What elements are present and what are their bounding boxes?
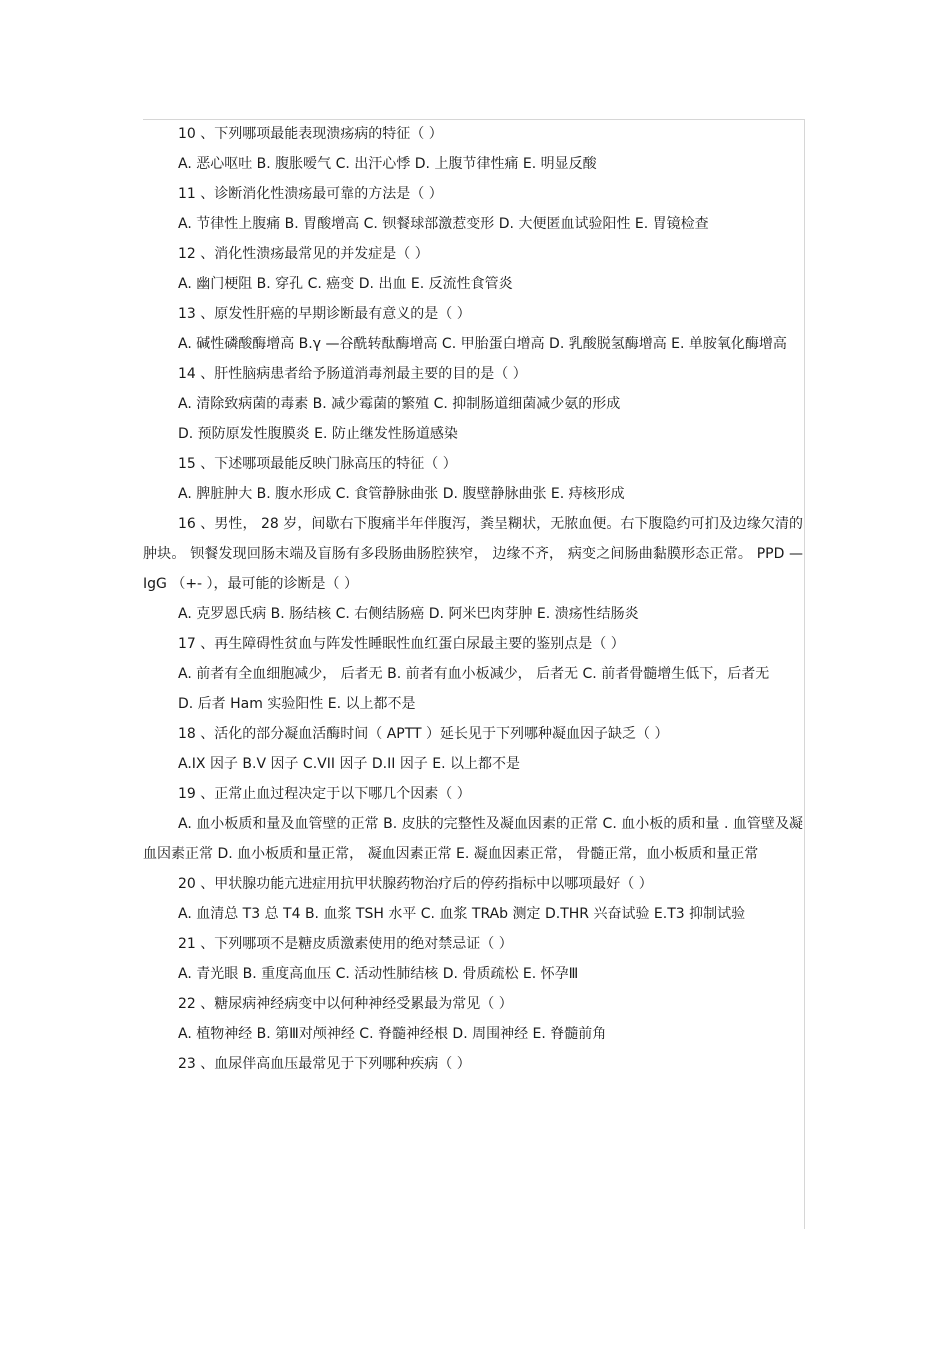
question-16: 16 、男性， 28 岁，间歇右下腹痛半年伴腹泻，粪呈糊状，无脓血便。右下腹隐约可扪及边缘欠清的肿块。 钡餐发现回肠末端及盲肠有多段肠曲肠腔狭窄， 边缘不齐， 病变之间肠曲黏膜形态正常。 PPD — IgG （+- ），最可能的诊断是（ ） bbox=[143, 516, 803, 592]
question-10-options: A. 恶心呕吐 B. 腹胀嗳气 C. 出汗心悸 D. 上腹节律性痛 E. 明显反酸 bbox=[178, 156, 597, 172]
question-12: 12 、消化性溃疡最常见的并发症是（ ） bbox=[178, 246, 429, 262]
question-20-options: A. 血清总 T3 总 T4 B. 血浆 TSH 水平 C. 血浆 TRAb 测定 D.THR 兴奋试验 E.T3 抑制试验 bbox=[178, 906, 746, 922]
question-19-options: A. 血小板质和量及血管壁的正常 B. 皮肤的完整性及凝血因素的正常 C. 血小板的质和量 . 血管壁及凝血因素正常 D. 血小板质和量正常， 凝血因素正常 E. 凝血因素正常， 骨髓正常，血小板质和量正常 bbox=[143, 816, 803, 862]
question-13-options: A. 碱性磷酸酶增高 B.γ —谷酰转酞酶增高 C. 甲胎蛋白增高 D. 乳酸脱氢酶增高 E. 单胺氧化酶增高 bbox=[178, 336, 787, 352]
question-14: 14 、肝性脑病患者给予肠道消毒剂最主要的目的是（ ） bbox=[178, 366, 527, 382]
question-13: 13 、原发性肝癌的早期诊断最有意义的是（ ） bbox=[178, 306, 471, 322]
question-19: 19 、正常止血过程决定于以下哪几个因素（ ） bbox=[178, 786, 471, 802]
question-12-options: A. 幽门梗阻 B. 穿孔 C. 癌变 D. 出血 E. 反流性食管炎 bbox=[178, 276, 513, 292]
question-22: 22 、糖尿病神经病变中以何种神经受累最为常见（ ） bbox=[178, 996, 513, 1012]
question-23: 23 、血尿伴高血压最常见于下列哪种疾病（ ） bbox=[178, 1056, 471, 1072]
document-body bbox=[143, 119, 803, 1079]
question-10: 10 、下列哪项最能表现溃疡病的特征（ ） bbox=[178, 126, 443, 142]
question-14-options-a: A. 清除致病菌的毒素 B. 减少霉菌的繁殖 C. 抑制肠道细菌减少氨的形成 bbox=[178, 396, 621, 412]
question-11-options: A. 节律性上腹痛 B. 胃酸增高 C. 钡餐球部激惹变形 D. 大便匿血试验阳性 E. 胃镜检查 bbox=[178, 216, 709, 232]
question-17: 17 、再生障碍性贫血与阵发性睡眠性血红蛋白尿最主要的鉴别点是（ ） bbox=[178, 636, 625, 652]
question-21: 21 、下列哪项不是糖皮质激素使用的绝对禁忌证（ ） bbox=[178, 936, 513, 952]
question-20: 20 、甲状腺功能亢进症用抗甲状腺药物治疗后的停药指标中以哪项最好（ ） bbox=[178, 876, 653, 892]
question-22-options: A. 植物神经 B. 第Ⅲ对颅神经 C. 脊髓神经根 D. 周围神经 E. 脊髓前角 bbox=[178, 1026, 607, 1042]
question-11: 11 、诊断消化性溃疡最可靠的方法是（ ） bbox=[178, 186, 443, 202]
question-15: 15 、下述哪项最能反映门脉高压的特征（ ） bbox=[178, 456, 457, 472]
question-21-options: A. 青光眼 B. 重度高血压 C. 活动性肺结核 D. 骨质疏松 E. 怀孕Ⅲ bbox=[178, 966, 579, 982]
question-17-options-b: D. 后者 Ham 实验阳性 E. 以上都不是 bbox=[178, 696, 416, 712]
question-14-options-b: D. 预防原发性腹膜炎 E. 防止继发性肠道感染 bbox=[178, 426, 458, 442]
question-18: 18 、活化的部分凝血活酶时间（ APTT ）延长见于下列哪种凝血因子缺乏（ ） bbox=[178, 726, 669, 742]
question-15-options: A. 脾脏肿大 B. 腹水形成 C. 食管静脉曲张 D. 腹壁静脉曲张 E. 痔核形成 bbox=[178, 486, 625, 502]
question-17-options-a: A. 前者有全血细胞减少， 后者无 B. 前者有血小板减少， 后者无 C. 前者骨髓增生低下，后者无 bbox=[178, 666, 770, 682]
question-18-options: A.IX 因子 B.V 因子 C.VII 因子 D.II 因子 E. 以上都不是 bbox=[178, 756, 521, 772]
question-16-options: A. 克罗恩氏病 B. 肠结核 C. 右侧结肠癌 D. 阿米巴肉芽肿 E. 溃疡性结肠炎 bbox=[178, 606, 639, 622]
